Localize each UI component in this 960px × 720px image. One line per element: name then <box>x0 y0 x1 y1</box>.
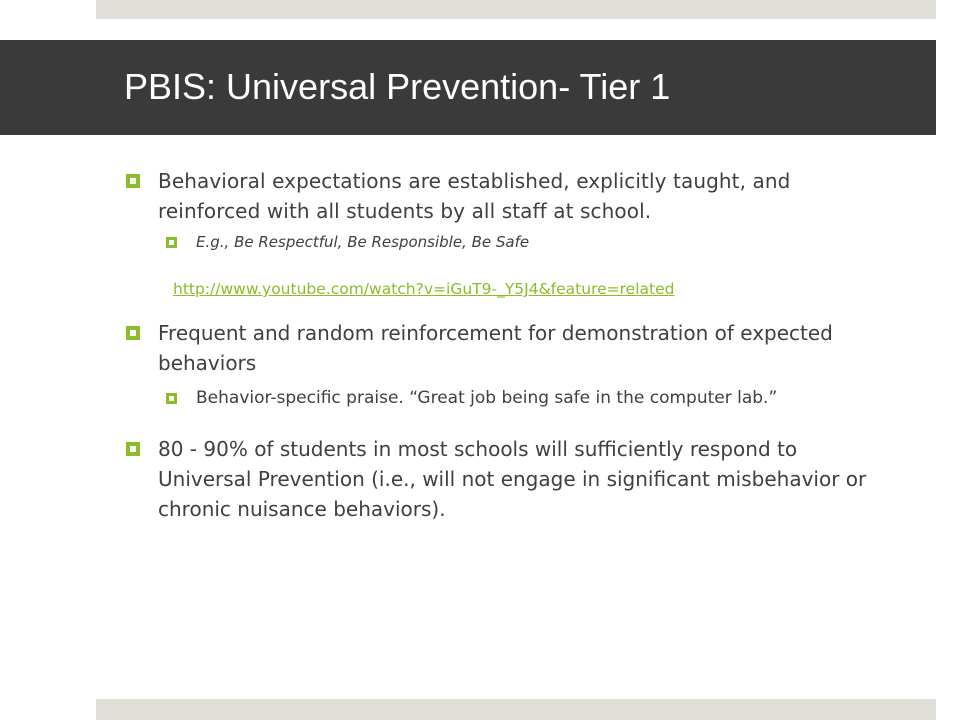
sub-bullet-1-1-text: E.g., Be Respectful, Be Responsible, Be Safe <box>196 233 530 251</box>
slide-title: PBIS: Universal Prevention- Tier 1 <box>124 66 671 107</box>
bullet-2 <box>126 318 886 378</box>
link-line <box>126 278 886 300</box>
top-decorative-bar <box>96 0 936 19</box>
youtube-link[interactable]: http://www.youtube.com/watch?v=iGuT9-_Y5J4&feature=related <box>173 280 675 298</box>
square-bullet-icon <box>126 326 140 340</box>
bullet-2-text: Frequent and random reinforcement for demonstration of expected behaviors <box>158 321 833 375</box>
bottom-decorative-bar <box>96 699 936 720</box>
square-bullet-icon <box>126 442 140 456</box>
square-bullet-icon <box>126 174 140 188</box>
bullet-3-text: 80 - 90% of students in most schools will sufficiently respond to Universal Prevention (i.e., will not engage in significant misbehavior or chronic nuisance behaviors). <box>158 437 867 521</box>
square-bullet-icon <box>166 393 177 404</box>
square-bullet-icon <box>166 237 177 248</box>
bullet-1 <box>126 166 886 226</box>
sub-bullet-2-1-text: Behavior-specific praise. “Great job being safe in the computer lab.” <box>196 388 778 408</box>
slide-content <box>126 166 886 524</box>
sub-bullet-1-1 <box>126 228 886 256</box>
bullet-3 <box>126 434 886 524</box>
bullet-1-text: Behavioral expectations are established, explicitly taught, and reinforced with all students by all staff at school. <box>158 169 791 223</box>
sub-bullet-2-1 <box>126 384 886 412</box>
